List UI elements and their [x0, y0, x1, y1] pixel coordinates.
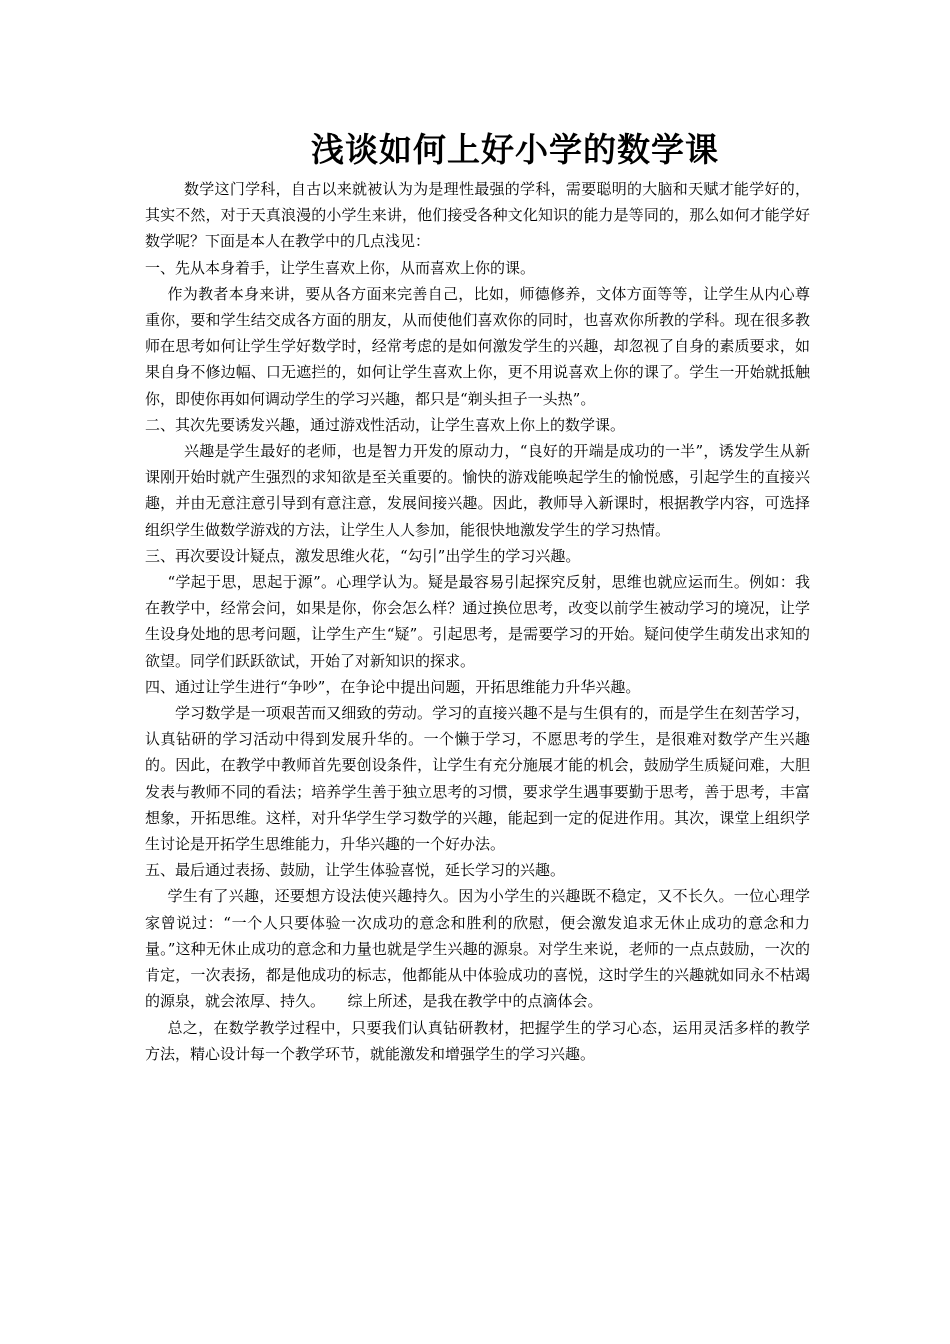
section-heading-3: 三、再次要设计疑点，激发思维火花，“勾引”出学生的学习兴趣。 [145, 546, 581, 565]
section-paragraph-2: 兴趣是学生最好的老师，也是智力开发的原动力，“良好的开端是成功的一半”，诱发学生从新课刚开始时就产生强烈的求知欲是至关重要的。愉快的游戏能唤起学生的愉悦感，引起学生的直接兴趣，并由无意注意引导到有意注意，发展间接兴趣。因此，教师导入新课时，根据教学内容，可选择组织学生做数学游戏的方法，让学生人人参加，能很快地激发学生的学习热情。 [145, 442, 810, 539]
intro-paragraph: 数学这门学科，自古以来就被认为为是理性最强的学科，需要聪明的大脑和天赋才能学好的，其实不然，对于天真浪漫的小学生来讲，他们接受各种文化知识的能力是等同的，那么如何才能学好数学呢？下面是本人在教学中的几点浅见： [145, 180, 810, 251]
document-title: 浅谈如何上好小学的数学课 [311, 130, 719, 169]
section-heading-4: 四、通过让学生进行“争吵”，在争论中提出问题，开拓思维能力升华兴趣。 [145, 677, 641, 696]
section-paragraph-4: 学习数学是一项艰苦而又细致的劳动。学习的直接兴趣不是与生俱有的，而是学生在刻苦学习，认真钻研的学习活动中得到发展升华的。一个懒于学习，不愿思考的学生，是很难对数学产生兴趣的。因此，在教学中教师首先要创设条件，让学生有充分施展才能的机会，鼓励学生质疑问难，大胆发表与教师不同的看法；培养学生善于独立思考的习惯，要求学生遇事要勤于思考，善于思考，丰富想象，开拓思维。这样，对升华学生学习数学的兴趣，能起到一定的促进作用。其次，课堂上组织学生讨论是开拓学生思维能力，升华兴趣的一个好办法。 [145, 704, 810, 854]
section-paragraph-5: 学生有了兴趣，还要想方设法使兴趣持久。因为小学生的兴趣既不稳定，又不长久。一位心理学家曾说过：“一个人只要体验一次成功的意念和胜利的欣慰，便会激发追求无休止成功的意念和力量。”这种无休止成功的意念和力量也就是学生兴趣的源泉。对学生来说，老师的一点点鼓励，一次的肯定，一次表扬，都是他成功的标志，他都能从中体验成功的喜悦，这时学生的兴趣就如同永不枯竭的源泉，就会浓厚、持久。 综上所述，是我在教学中的点滴体会。 [145, 887, 810, 1011]
document-body [145, 176, 810, 1067]
section-heading-1: 一、先从本身着手，让学生喜欢上你，从而喜欢上你的课。 [145, 258, 536, 277]
section-paragraph-3: “学起于思，思起于源”。心理学认为。疑是最容易引起探究反射，思维也就应运而生。例如：我在教学中，经常会问，如果是你，你会怎么样？通过换位思考，改变以前学生被动学习的境况，让学生设身处地的思考问题，让学生产生“疑”。引起思考，是需要学习的开始。疑问使学生萌发出求知的欲望。同学们跃跃欲试，开始了对新知识的探求。 [145, 573, 810, 670]
section-paragraph-1: 作为教者本身来讲，要从各方面来完善自己，比如，师德修养，文体方面等等，让学生从内心尊重你，要和学生结交成各方面的朋友，从而使他们喜欢你的同时，也喜欢你所教的学科。现在很多教师在思考如何让学生学好数学时，经常考虑的是如何激发学生的兴趣，却忽视了自身的素质要求，如果自身不修边幅、口无遮拦的，如何让学生喜欢上你，更不用说喜欢上你的课了。学生一开始就抵触你，即使你再如何调动学生的学习兴趣，都只是“剃头担子一头热”。 [145, 284, 810, 408]
section-heading-5: 五、最后通过表扬、鼓励，让学生体验喜悦，延长学习的兴趣。 [145, 861, 566, 880]
section-heading-2: 二、其次先要诱发兴趣，通过游戏性活动，让学生喜欢上你上的数学课。 [145, 415, 626, 434]
conclusion-paragraph: 总之，在数学教学过程中，只要我们认真钻研教材，把握学生的学习心态，运用灵活多样的教学方法，精心设计每一个教学环节，就能激发和增强学生的学习兴趣。 [145, 1018, 810, 1063]
